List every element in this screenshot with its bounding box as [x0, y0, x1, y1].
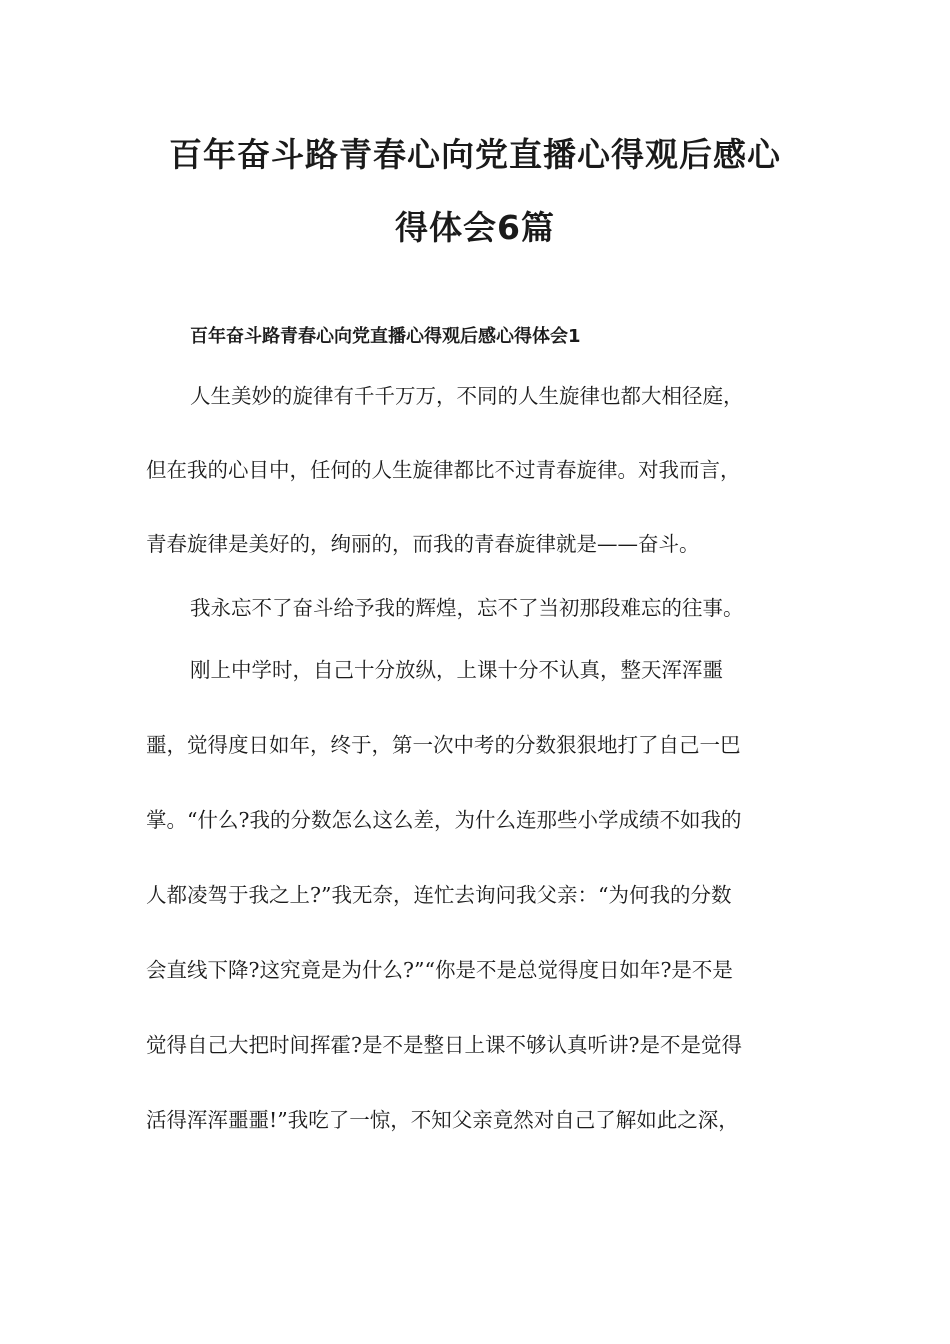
body-line: 噩，觉得度日如年，终于，第一次中考的分数狠狠地打了自己一巴 — [146, 733, 741, 757]
body-line: 会直线下降?这究竟是为什么?”“你是不是总觉得度日如年?是不是 — [146, 958, 733, 982]
body-line: 但在我的心目中，任何的人生旋律都比不过青春旋律。对我而言， — [146, 458, 741, 482]
body-line: 掌。“什么?我的分数怎么这么差，为什么连那些小学成绩不如我的 — [146, 808, 742, 832]
section-heading: 百年奋斗路青春心向党直播心得观后感心得体会1 — [190, 326, 581, 347]
body-line: 活得浑浑噩噩!”我吃了一惊，不知父亲竟然对自己了解如此之深， — [146, 1108, 739, 1132]
body-line: 刚上中学时，自己十分放纵，上课十分不认真，整天浑浑噩 — [190, 658, 723, 682]
document-title-line-2: 得体会6篇 — [395, 208, 555, 247]
body-line: 觉得自己大把时间挥霍?是不是整日上课不够认真听讲?是不是觉得 — [146, 1033, 742, 1057]
body-line: 人生美妙的旋律有千千万万，不同的人生旋律也都大相径庭， — [190, 384, 744, 408]
body-line: 我永忘不了奋斗给予我的辉煌，忘不了当初那段难忘的往事。 — [190, 596, 744, 620]
document-title-line-1: 百年奋斗路青春心向党直播心得观后感心 — [169, 135, 781, 174]
body-line: 青春旋律是美好的，绚丽的，而我的青春旋律就是——奋斗。 — [146, 532, 700, 556]
body-line: 人都凌驾于我之上?”我无奈，连忙去询问我父亲：“为何我的分数 — [146, 883, 732, 907]
